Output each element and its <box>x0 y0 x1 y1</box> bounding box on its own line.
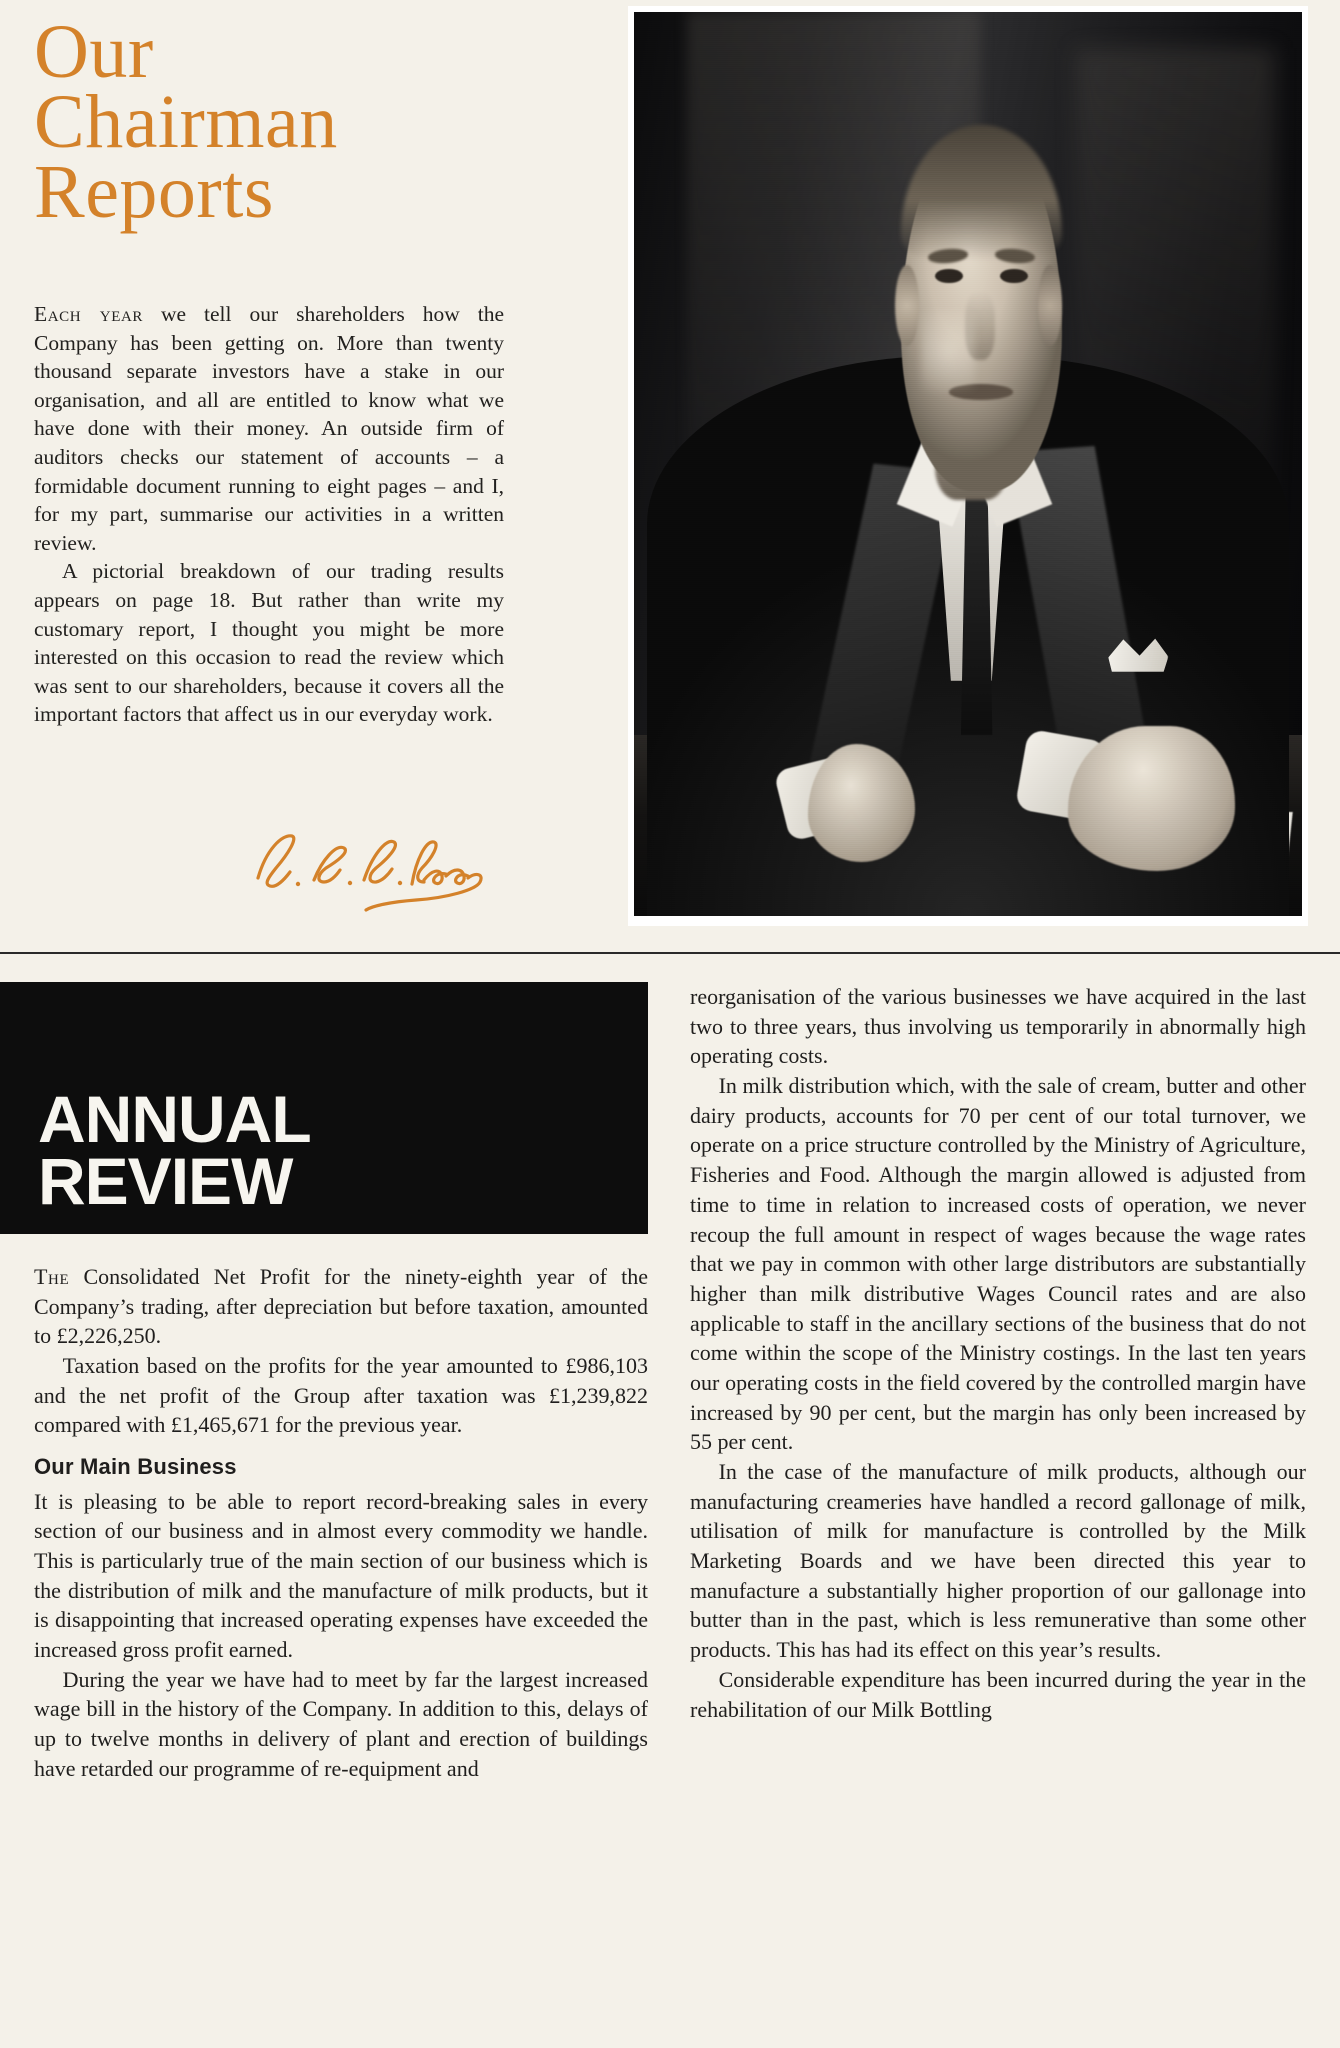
section-divider <box>0 952 1340 954</box>
review-paragraph: reorganisation of the various businesses we have acquired in the last two to three years, thus involving us temporarily in abnormally high operating costs. <box>690 984 1306 1069</box>
intro-paragraph-2: A pictorial breakdown of our trading results appears on page 18. But rather than write my customary report, I thought you might be more interested on this occasion to read the review which was sent to our shareholders, because it covers all the important factors that affect us in our everyday work. <box>34 559 504 727</box>
review-subheading: Our Main Business <box>34 1454 237 1480</box>
portrait-photograph <box>634 12 1302 916</box>
chairman-section <box>0 0 1340 955</box>
annual-review-banner <box>0 982 648 1234</box>
page-title-line-1: Our <box>34 10 154 94</box>
signature-icon <box>240 820 500 915</box>
review-left-column <box>34 1262 648 1783</box>
review-lead-smallcaps: The <box>34 1264 70 1289</box>
intro-lead-smallcaps: Each year <box>34 302 144 326</box>
page-title-line-3: Reports <box>34 149 274 234</box>
chairman-intro-text <box>34 300 504 729</box>
intro-paragraph-1-body: we tell our shareholders how the Company has been getting on. More than twenty thousand separate investors have a stake in our organisation, and all are entitled to know what we have done with their money. An outside firm of auditors checks our statement of accounts – a formidable document running to eight pages – and I, for my part, summarise our activities in a written review. <box>34 302 504 555</box>
review-paragraph: In milk distribution which, with the sale of cream, butter and other dairy products, accounts for 70 per cent of our total turnover, we operate on a price structure controlled by the Ministry of Agriculture, Fisheries and Food. Although the margin allowed is adjusted from time to time in relation to increased costs of operation, we never recoup the full amount in respect of wages because the wage rates that we pay in common with other large distributors are substantially higher than milk distributive Wages Council rates and are also applicable to staff in the ancillary sections of the business that do not come within the scope of the Ministry costings. In the last ten years our operating costs in the field covered by the controlled margin have increased by 90 per cent, but the margin has only been increased by 55 per cent. <box>690 1073 1306 1455</box>
review-paragraph: During the year we have had to meet by far the largest increased wage bill in the history of the Company. In addition to this, delays of up to twelve months in delivery of plant and erection of buildings have retarded our programme of re-equipment and <box>34 1666 648 1781</box>
review-paragraph: It is pleasing to be able to report record-breaking sales in every section of our business and in almost every commodity we handle. This is particularly true of the main section of our business which is the distribution of milk and the manufacture of milk products, but it is disappointing that increased operating expenses have exceeded the increased gross profit earned. <box>34 1488 648 1662</box>
review-paragraph <box>34 1262 648 1351</box>
review-paragraph-body: Consolidated Net Profit for the ninety-eighth year of the Company’s trading, after depreciation but before taxation, amounted to £2,226,250. <box>34 1264 648 1349</box>
chairman-portrait <box>628 6 1308 926</box>
annual-review-banner-text <box>38 1082 311 1218</box>
intro-paragraph-1 <box>34 300 504 557</box>
chairman-signature <box>240 820 500 915</box>
review-paragraph: Taxation based on the profits for the year amounted to £986,103 and the net profit of the Group after taxation was £1,239,822 compared with £1,465,671 for the previous year. <box>34 1353 648 1438</box>
page-title <box>34 10 504 234</box>
banner-line-2: REVIEW <box>38 1143 293 1218</box>
review-paragraph: In the case of the manufacture of milk products, although our manufacturing creameries have handled a record gallonage of milk, utilisation of milk for manufacture is controlled by the Milk Marketing Boards and we have been directed this year to manufacture a substantially higher proportion of our gallonage into butter than in the past, which is less remunerative than some other products. This has had its effect on this year’s results. <box>690 1459 1306 1663</box>
banner-line-1: ANNUAL <box>38 1082 311 1157</box>
portrait-frame <box>634 12 1302 916</box>
review-right-column <box>690 982 1306 1724</box>
page-title-line-2: Chairman <box>34 79 338 164</box>
review-paragraph: Considerable expenditure has been incurred during the year in the rehabilitation of our Milk Bottling <box>690 1666 1306 1722</box>
